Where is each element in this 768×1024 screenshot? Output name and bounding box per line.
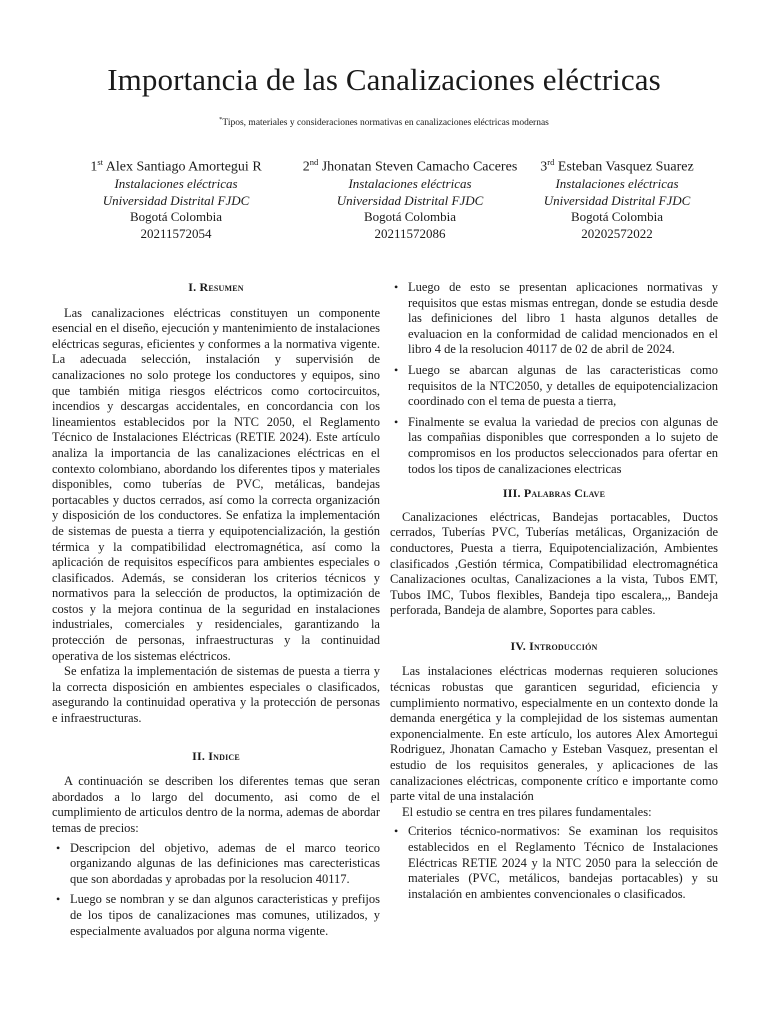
author-3-id: 20202572022 xyxy=(581,225,653,241)
paper-subtitle xyxy=(0,118,768,128)
section-heading-resumen: I. Resumen xyxy=(188,280,244,294)
author-2-city: Bogotá Colombia xyxy=(363,209,457,225)
author-1-id: 20211572054 xyxy=(140,225,212,241)
author-2-ordinal-suffix: nd xyxy=(309,157,319,167)
intro-paragraph-1: Las instalaciones eléctricas modernas requieren soluciones técnicas robustas que garanticen seguridad, eficiencia y cumplimiento normativo, especialmente en un contexto donde la demanda energética y la complejidad de los sistemas aumentan exponencialmente. En este artículo, los autores Alex Amortegui Rodriguez, Jhonatan Camacho y Esteban Vasquez, presentan el estudio de los requisitos generales, y aplicaciones de las canalizaciones eléctricas, componente crítico e importante como parte vital de una instalación xyxy=(390,664,718,804)
intro-pillar-item: • Criterios técnico-normativos: Se examinan los requisitos establecidos en el Reglamento Técnico de Instalaciones Eléctricas RETIE 2024 y la NTC 2050 para la selección de materiales (PVC, metálicos, bandejas portacables) y su instalación en ambientes convencionales o clasificados. xyxy=(408,824,718,902)
indice-list-continued xyxy=(390,280,718,477)
indice-item xyxy=(70,892,380,939)
author-2-id: 20211572086 xyxy=(374,225,446,241)
author-1-city: Bogotá Colombia xyxy=(129,209,223,225)
left-column xyxy=(52,280,380,939)
author-block-1 xyxy=(60,154,292,242)
author-1-dept: Instalaciones eléctricas xyxy=(114,176,238,192)
author-1-org: Universidad Distrital FJDC xyxy=(102,192,250,208)
author-3-name: Esteban Vasquez Suarez xyxy=(557,159,694,175)
indice-intro: A continuación se describen los diferentes temas que seran abordados a lo largo del documento, asi como de el cumplimiento de articulos dentro de la norma, ademas de abordar temas de precios: xyxy=(52,774,380,835)
subtitle-text: Tipos, materiales y consideraciones normativas en canalizaciones eléctricas modernas xyxy=(222,118,549,128)
author-3-org: Universidad Distrital FJDC xyxy=(543,192,691,208)
author-2-ordinal: 2 xyxy=(302,159,310,175)
paper-title: Importancia de las Canalizaciones eléctricas xyxy=(107,62,661,97)
section-heading-palabras-clave: III. Palabras Clave xyxy=(502,486,606,501)
subtitle-marker: * xyxy=(219,116,223,123)
section-heading-indice: II. Indice xyxy=(192,748,240,763)
author-1-ordinal-suffix: st xyxy=(97,157,103,167)
indice-item-2-text: Luego se nombran y se dan algunos caracteristicas y prefijos de los tipos de canalizaciones mas comunes, utilizados, y especialmente avaluados por alguna norma vigente. xyxy=(70,892,380,938)
indice-item: • Luego de esto se presentan aplicaciones normativas y requisitos que estas mismas entregan, donde se estudia desde las definiciones del libro 1 hasta algunos detalles de evaluacion en la conformidad de calidad mencionados en el libro 4 de la resolucion 40117 de 02 de abril de 2024. xyxy=(408,280,718,358)
section-heading-introduccion: IV. Introducción xyxy=(510,638,598,653)
resumen-paragraph-2: Se enfatiza la implementación de sistemas de puesta a tierra y la correcta disposición en ambientes especiales o clasificados, asegurando la continuidad operativa y la protección de personas e infraestructuras. xyxy=(52,664,380,726)
author-3-ordinal: 3 xyxy=(540,159,548,175)
author-block-2 xyxy=(270,154,550,242)
author-3-dept: Instalaciones eléctricas xyxy=(555,176,679,192)
indice-item: • Finalmente se evalua la variedad de precios con algunas de las compañias disponibles que corresponden a lo sujeto de compromisos en los productos seleccionados para ofertar en todos los tipos de canalizaciones electricas xyxy=(408,415,718,477)
keywords-paragraph: Canalizaciones eléctricas, Bandejas portacables, Ductos cerrados, Tuberías PVC, Tuberías metálicas, Organización de conductores, Puesta a tierra, Equipotencialización, Ambientes clasificados ,Gestión térmica, Compatibilidad electromagnética Canalizaciones ocultas, Canalizaciones a la vista, Tubos EMT, Tubos IMC, Tubos flexibles, Bandeja tipo escalera,,, Bandeja perforada, Bandeja de alambre, Soportes para cables. xyxy=(390,509,718,618)
author-3-city: Bogotá Colombia xyxy=(570,209,664,225)
author-2-org: Universidad Distrital FJDC xyxy=(336,192,484,208)
author-1-ordinal: 1 xyxy=(90,159,98,175)
indice-item: • Luego se abarcan algunas de las caracteristicas como requisitos de la NTC2050, y detalles de equipotencializacion coordinado con el tema de puesta a tierra, xyxy=(408,363,718,410)
author-3-ordinal-suffix: rd xyxy=(547,157,555,167)
resumen-paragraph-1: Las canalizaciones eléctricas constituyen un componente esencial en el diseño, ejecución y mantenimiento de instalaciones eléctricas seguras, eficientes y conformes a la normativa vigente. La adecuada selección, instalación y supervisión de canalizaciones no solo protege los conductores y equipos, sino que también mitiga riesgos eléctricos como cortocircuitos, incendios y descargas accidentales, en concordancia con los lineamientos establecidos por la NTC 2050, el Reglamento Técnico de Instalaciones Eléctricas (RETIE 2024). Este artículo analiza la importancia de las canalizaciones eléctricas en el contexto colombiano, abordando los diferentes tipos y materiales disponibles, como tuberías de PVC, metálicas, bandejas portacables y ductos cerrados, así como la correcta organización y disposición de los conductores. Se enfatiza la implementación de sistemas de puesta a tierra y equipotencialización, la gestión térmica y la compatibilidad electromagnética, así como la aplicación de requisitos específicos para ambientes especiales o clasificados. Además, se consideran los criterios técnicos y normativos para la selección de productos, la optimización de costos y la mejora continua de la seguridad en instalaciones industriales, comerciales y residenciales, garantizando la protección de personas, infraestructuras y la continuidad operativa de los sistemas eléctricos. xyxy=(52,305,380,663)
intro-pillars-list xyxy=(390,824,718,902)
intro-paragraph-2: El estudio se centra en tres pilares fundamentales: xyxy=(402,804,652,819)
author-2-dept: Instalaciones eléctricas xyxy=(348,176,472,192)
indice-item: • Descripcion del objetivo, ademas de el marco teorico organizando algunas de las definiciones mas carecteristicas que son abordadas y aprobadas por la resolucion 40117. xyxy=(70,841,380,888)
author-block-3 xyxy=(512,154,722,242)
author-1-name: Alex Santiago Amortegui R xyxy=(105,159,262,175)
indice-list xyxy=(52,841,380,940)
author-2-name: Jhonatan Steven Camacho Caceres xyxy=(321,159,518,175)
right-column xyxy=(390,280,718,907)
